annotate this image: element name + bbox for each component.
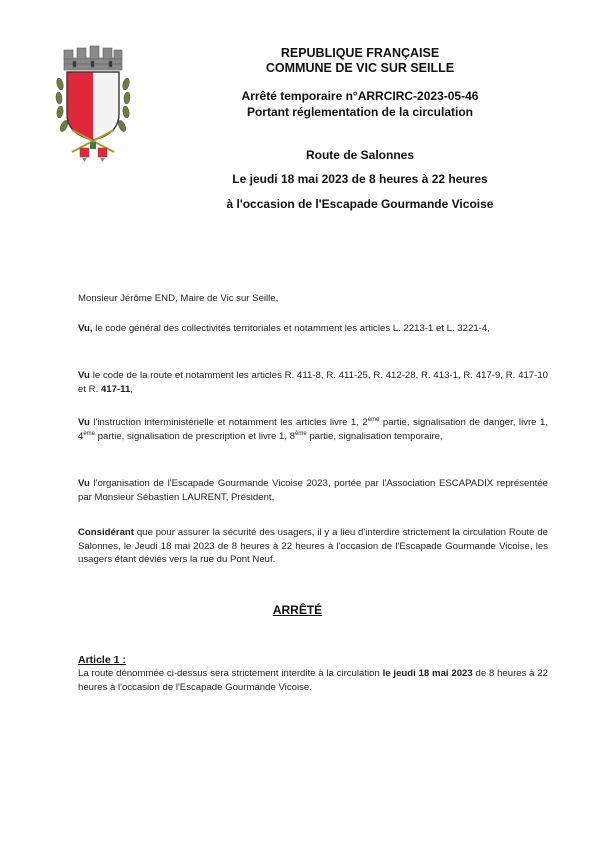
vu-text-end: , — [130, 383, 133, 395]
coat-of-arms-icon — [54, 44, 132, 164]
vu-text-d: partie, signalisation temporaire, — [306, 430, 443, 442]
ordinal-sup-2: ème — [83, 430, 96, 437]
header-date: Le jeudi 18 mai 2023 de 8 heures à 22 heures — [232, 172, 488, 186]
vu-paragraph-instruction — [78, 416, 548, 443]
header-occasion: à l'occasion de l'Escapade Gourmande Vicoise — [226, 197, 494, 211]
mural-crown — [64, 46, 122, 70]
vu-text: l'organisation de l'Escapade Gourmande Vicoise 2023, portée par l'Association ESCAPADIX représentée par Monsieur Sébastien LAURENT, Président, — [78, 478, 548, 503]
vu-lead: Vu, — [78, 323, 93, 334]
header-road: Route de Salonnes — [305, 148, 415, 162]
ordinal-sup-1: ème — [367, 416, 380, 423]
article-1-date: le jeudi 18 mai 2023 — [382, 668, 473, 679]
ordinal-sup-3: ème — [295, 430, 307, 437]
article-1-text-b: de 8 heures à 22 heures à l'occasion de l'Escapade Gourmande Vicoise. — [78, 668, 548, 693]
article-1-body — [78, 667, 548, 695]
intro-paragraph: Monsieur Jérôme END, Maire de Vic sur Seille, — [78, 293, 279, 304]
header-arrete-number: Arrêté temporaire n°ARRCIRC-2023-05-46 — [241, 89, 479, 103]
vu-text: le code général des collectivités territoriales et notamment les articles L. 2213-1 et L. 3221-4, — [92, 323, 490, 334]
vu-text: le code de la route et notamment les articles R. 411-8, R. 411-25, R. 412-28, R. 413-1, R. 417-9, R. 417-10 et R. — [78, 370, 548, 395]
header-subject: Portant réglementation de la circulation — [246, 105, 474, 119]
vu-paragraph-cgct — [78, 322, 548, 336]
article-1-title: Article 1 : — [78, 654, 126, 666]
vu-text-c: partie, signalisation de prescription et livre 1, 8 — [95, 430, 295, 442]
vu-paragraph-code-route — [78, 369, 548, 396]
vu-lead: Vu — [78, 417, 90, 428]
vu-text-a: l'instruction interministérielle et notamment les articles livre 1, 2 — [89, 417, 368, 428]
vu-paragraph-organisation — [78, 477, 548, 504]
considerant-lead: Considérant — [78, 527, 134, 538]
considerant-text: que pour assurer la sécurité des usagers, il y a lieu d'interdire strictement la circulation Route de Salonnes, le Jeudi 18 mai 2023 de 8 heures à 22 heures à l'occasion de l'Escapade Gourmande Vicoise, les usagers étant déviés vers la rue du Pont Neuf. — [78, 527, 548, 566]
article-1-text-a: La route dénommée ci-dessus sera strictement interdite à la circulation — [78, 668, 383, 679]
vu-text-b: partie, signalisation de danger, livre 1, 4 — [78, 417, 548, 442]
vu-lead: Vu — [78, 478, 90, 489]
header-commune: COMMUNE DE VIC SUR SEILLE — [265, 61, 455, 75]
shield — [67, 72, 119, 140]
header-republic: REPUBLIQUE FRANÇAISE — [280, 46, 440, 60]
vu-bold-article: 417-11 — [100, 383, 131, 395]
arrete-heading: ARRÊTÉ — [272, 603, 323, 617]
vu-lead: Vu — [78, 370, 90, 381]
considerant-paragraph — [78, 526, 548, 567]
